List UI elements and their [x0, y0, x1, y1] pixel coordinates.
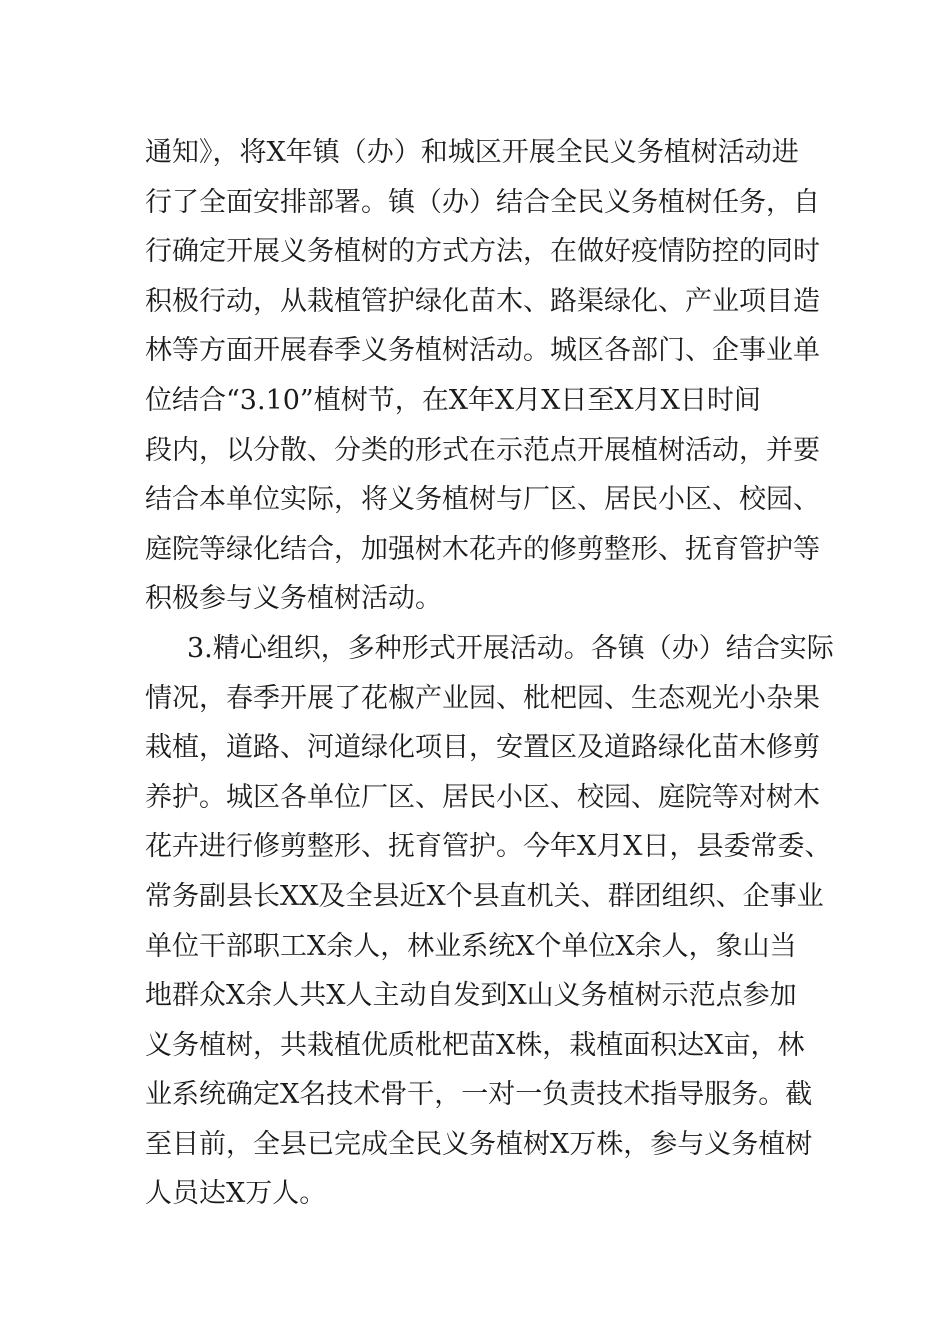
- text-line: 积极行动，从栽植管护绿化苗木、路渠绿化、产业项目造: [145, 285, 820, 317]
- text-line: 业系统确定X名技术骨干，一对一负责技术指导服务。截: [145, 1079, 813, 1111]
- paragraph-2: [145, 624, 834, 1219]
- text-line: 养护。城区各单位厂区、居民小区、校园、庭院等对树木: [145, 781, 820, 813]
- paragraph-1: [145, 128, 825, 624]
- text-line: 地群众X余人共X人主动自发到X山义务植树示范点参加: [145, 980, 797, 1012]
- document-body: [145, 128, 834, 1219]
- text-line: 结合本单位实际，将义务植树与厂区、居民小区、校园、: [145, 484, 820, 516]
- text-line: 花卉进行修剪整形、抚育管护。今年X月X日，县委常委、: [145, 831, 832, 863]
- text-line: 栽植，道路、河道绿化项目，安置区及道路绿化苗木修剪: [145, 732, 820, 764]
- text-line: 行了全面安排部署。镇（办）结合全民义务植树任务，自: [145, 186, 820, 218]
- text-line: 段内，以分散、分类的形式在示范点开展植树活动，并要: [145, 434, 820, 466]
- text-line: 至目前，全县已完成全民义务植树X万株，参与义务植树: [145, 1128, 813, 1160]
- text-line: 位结合“3.10”植树节，在X年X月X日至X月X日时间: [145, 384, 761, 416]
- text-line: 情况，春季开展了花椒产业园、枇杷园、生态观光小杂果: [145, 682, 820, 714]
- text-line: 积极参与义务植树活动。: [145, 583, 442, 615]
- text-line: 人员达X万人。: [145, 1178, 327, 1210]
- text-line: 义务植树，共栽植优质枇杷苗X株，栽植面积达X亩，林: [145, 1029, 805, 1061]
- text-line: 林等方面开展春季义务植树活动。城区各部门、企事业单: [145, 335, 820, 367]
- text-line: 庭院等绿化结合，加强树木花卉的修剪整形、抚育管护等: [145, 533, 820, 565]
- text-line: 单位干部职工X余人，林业系统X个单位X余人，象山当: [145, 930, 797, 962]
- text-line: 行确定开展义务植树的方式方法，在做好疫情防控的同时: [145, 236, 820, 268]
- text-line-first: 3.精心组织，多种形式开展活动。各镇（办）结合实际: [187, 632, 834, 664]
- text-line: 通知》，将X年镇（办）和城区开展全民义务植树活动进: [145, 137, 799, 168]
- text-line: 常务副县长XX及全县近X个县直机关、群团组织、企事业: [145, 880, 824, 912]
